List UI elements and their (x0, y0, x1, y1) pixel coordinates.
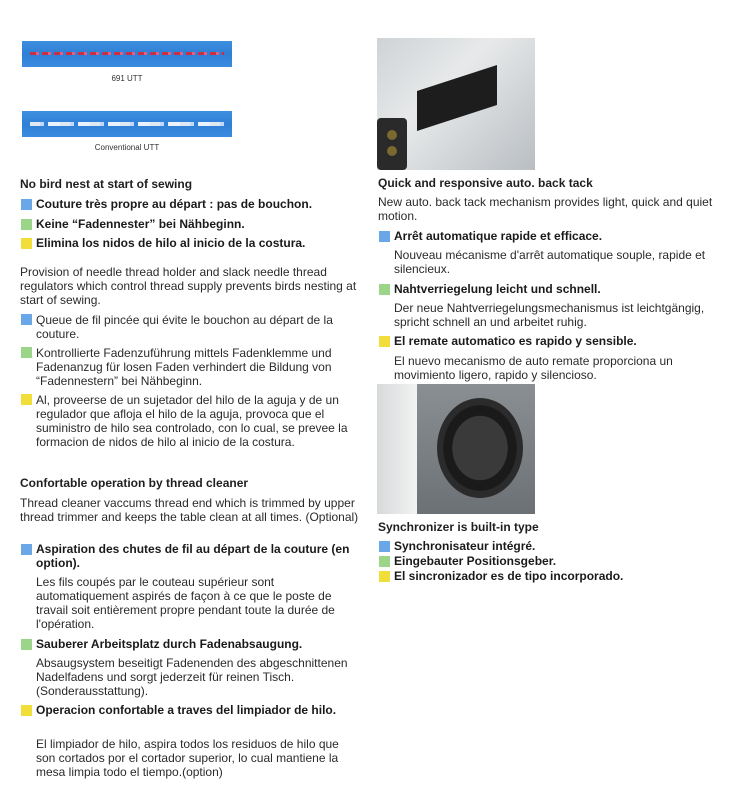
thread-cleaner-de-title: Sauberer Arbeitsplatz durch Fadenabsaugung. (36, 637, 303, 651)
bird-nest-fr-body: Queue de fil pincée qui évite le bouchon au départ de la couture. (36, 313, 333, 341)
back-tack-photo (377, 38, 535, 170)
section-heading-bird-nest: No bird nest at start of sewing (20, 177, 193, 191)
section-heading-back-tack: Quick and responsive auto. back tack (378, 176, 593, 190)
synchronizer-photo (377, 384, 535, 514)
bird-nest-de-title: Keine “Fadennester” bei Nähbeginn. (36, 217, 245, 231)
back-tack-fr-body: Nouveau mécanisme d'arrêt automatique souple, rapide et silencieux. (394, 248, 706, 276)
french-square-icon (21, 544, 32, 555)
thread-cleaner-es-body: El limpiador de hilo, aspira todos los residuos de hilo que son cortados por el cortador superior, lo cual mantiene la mesa limpia todo el tiempo.(option) (36, 737, 339, 779)
french-square-icon (379, 541, 390, 552)
bird-nest-es-title: Elimina los nidos de hilo al inicio de la costura. (36, 236, 306, 250)
bird-nest-fr-title: Couture très propre au départ : pas de bouchon. (36, 197, 313, 211)
thread-cleaner-body: Thread cleaner vaccums thread end which is trimmed by upper thread trimmer and keeps the table clean at all times. (Optional) (20, 496, 359, 524)
french-square-icon (21, 199, 32, 210)
synchronizer-de: Eingebauter Positionsgeber. (394, 554, 557, 568)
section-heading-thread-cleaner: Confortable operation by thread cleaner (20, 476, 249, 490)
back-tack-es-body: El nuevo mecanismo de auto remate proporciona un movimiento ligero, rapido y silencioso. (394, 354, 673, 382)
german-square-icon (379, 284, 390, 295)
spanish-square-icon (21, 705, 32, 716)
back-tack-de-body: Der neue Nahtverriegelungsmechanismus ist leichtgängig, spricht schnell an und arbeitet ruhig. (394, 301, 705, 329)
german-square-icon (379, 556, 390, 567)
french-square-icon (379, 231, 390, 242)
german-square-icon (21, 219, 32, 230)
fabric-swatch-conventional (22, 111, 232, 137)
thread-cleaner-fr-title: Aspiration des chutes de fil au départ de la couture (en option). (36, 542, 350, 570)
synchronizer-fr: Synchronisateur intégré. (394, 539, 536, 553)
spanish-square-icon (379, 336, 390, 347)
fabric-swatch-691utt (22, 41, 232, 67)
thread-cleaner-de-body: Absaugsystem beseitigt Fadenenden des abgeschnittenen Nadelfadens und sorgt jederzeit für reinen Tisch. (Sonderausstattung). (36, 656, 348, 698)
synchronizer-es: El sincronizador es de tipo incorporado. (394, 569, 624, 583)
bird-nest-de-body: Kontrollierte Fadenzuführung mittels Fadenklemme und Fadenanzug für losen Faden verhindert die Bildung von “Fadennestern” bei Nähbeginn. (36, 346, 332, 388)
back-tack-es-title: El remate automatico es rapido y sensible. (394, 334, 637, 348)
spanish-square-icon (379, 571, 390, 582)
german-square-icon (21, 347, 32, 358)
back-tack-de-title: Nahtverriegelung leicht und schnell. (394, 282, 601, 296)
bird-nest-body: Provision of needle thread holder and slack needle thread regulators which control thread supply prevents birds nesting at start of sewing. (20, 265, 357, 307)
french-square-icon (21, 314, 32, 325)
back-tack-body: New auto. back tack mechanism provides light, quick and quiet motion. (378, 195, 713, 223)
swatch-caption-691: 691 UTT (111, 74, 143, 83)
spanish-square-icon (21, 394, 32, 405)
spanish-square-icon (21, 238, 32, 249)
back-tack-fr-title: Arrêt automatique rapide et efficace. (394, 229, 603, 243)
bird-nest-es-body: Al, proveerse de un sujetador del hilo de la aguja y de un regulador que afloja el hilo de la aguja, provoca que el suministro de hilo sea controlado, con lo cual, se prevee la formacion de nidos de hilo al inicio de la costura. (36, 393, 348, 449)
thread-cleaner-fr-body: Les fils coupés par le couteau supérieur sont automatiquement aspirés de façon à ce que le poste de travail soit entièrement propre pendant toute la durée de l'opération. (36, 575, 335, 631)
section-heading-synchronizer: Synchronizer is built-in type (378, 520, 539, 534)
swatch-caption-conventional: Conventional UTT (94, 143, 160, 152)
thread-cleaner-es-title: Operacion confortable a traves del limpiador de hilo. (36, 703, 337, 717)
german-square-icon (21, 639, 32, 650)
